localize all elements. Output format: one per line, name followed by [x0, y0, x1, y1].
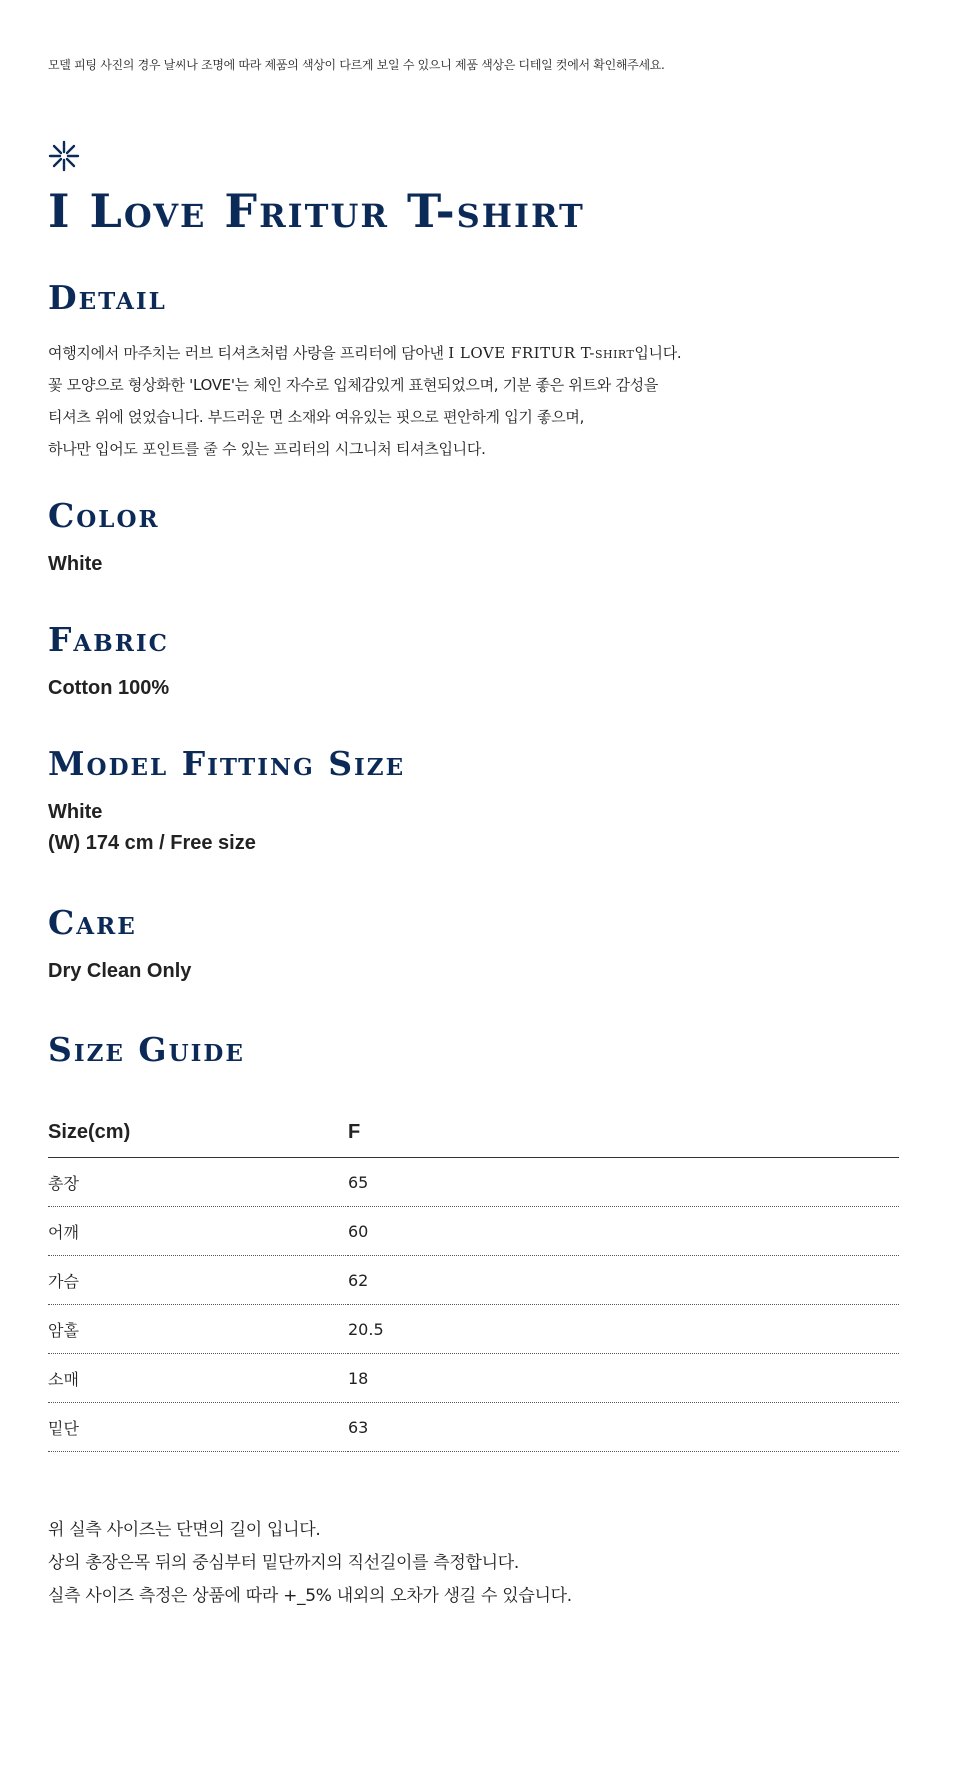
- model-size: (W) 174 cm / Free size: [48, 832, 256, 854]
- care-value: Dry Clean Only: [48, 960, 192, 982]
- detail-line-1: 여행지에서 마주치는 러브 티셔츠처럼 사랑을 프리터에 담아낸 I LOVE FRITUR T-shirt입니다.: [48, 344, 682, 362]
- table-row: [48, 1403, 899, 1452]
- measure-value: 62: [348, 1256, 899, 1305]
- measure-value: 18: [348, 1354, 899, 1403]
- size-notes: [48, 1514, 572, 1613]
- table-row: [48, 1354, 899, 1403]
- brand-name: I LOVE FRITUR T-shirt: [448, 344, 635, 362]
- size-table-header: [48, 1108, 899, 1158]
- detail-heading: Detail: [48, 278, 167, 317]
- measure-label: 어깨: [48, 1207, 348, 1256]
- measure-label: 암홀: [48, 1305, 348, 1354]
- note-line: 위 실측 사이즈는 단면의 길이 입니다.: [48, 1520, 321, 1540]
- detail-line-3: 티셔츠 위에 얹었습니다. 부드러운 면 소재와 여유있는 핏으로 편안하게 입기 좋으며,: [48, 408, 585, 426]
- note-line: 상의 총장은목 뒤의 중심부터 밑단까지의 직선길이를 측정합니다.: [48, 1553, 520, 1573]
- measure-label: 총장: [48, 1158, 348, 1207]
- size-table: [48, 1108, 899, 1452]
- detail-line-4: 하나만 입어도 포인트를 줄 수 있는 프리터의 시그니처 티셔츠입니다.: [48, 440, 486, 458]
- color-notice: 모델 피팅 사진의 경우 날씨나 조명에 따라 제품의 색상이 다르게 보일 수 있으니 제품 색상은 디테일 컷에서 확인해주세요.: [48, 58, 665, 72]
- size-guide-heading: Size Guide: [48, 1030, 245, 1069]
- measure-value: 63: [348, 1403, 899, 1452]
- product-title: I Love Fritur T-shirt: [48, 184, 585, 238]
- table-row: [48, 1256, 899, 1305]
- asterisk-star-icon: [48, 140, 80, 172]
- note-line: 실측 사이즈 측정은 상품에 따라 +_5% 내외의 오차가 생길 수 있습니다.: [48, 1586, 572, 1606]
- table-row: [48, 1305, 899, 1354]
- size-header-f: F: [348, 1108, 899, 1158]
- model-fitting-heading: Model Fitting Size: [48, 744, 406, 783]
- color-value: White: [48, 553, 103, 575]
- measure-value: 65: [348, 1158, 899, 1207]
- fabric-heading: Fabric: [48, 620, 169, 659]
- color-heading: Color: [48, 496, 160, 535]
- measure-value: 60: [348, 1207, 899, 1256]
- measure-label: 가슴: [48, 1256, 348, 1305]
- detail-line-2: 꽃 모양으로 형상화한 'LOVE'는 체인 자수로 입체감있게 표현되었으며, 기분 좋은 위트와 감성을: [48, 376, 659, 394]
- measure-label: 소매: [48, 1354, 348, 1403]
- size-header-label: Size(cm): [48, 1108, 348, 1158]
- fabric-value: Cotton 100%: [48, 677, 170, 699]
- model-color: White: [48, 801, 103, 823]
- measure-value: 20.5: [348, 1305, 899, 1354]
- detail-description: [48, 337, 681, 465]
- measure-label: 밑단: [48, 1403, 348, 1452]
- table-row: [48, 1207, 899, 1256]
- table-row: [48, 1158, 899, 1207]
- care-heading: Care: [48, 903, 137, 942]
